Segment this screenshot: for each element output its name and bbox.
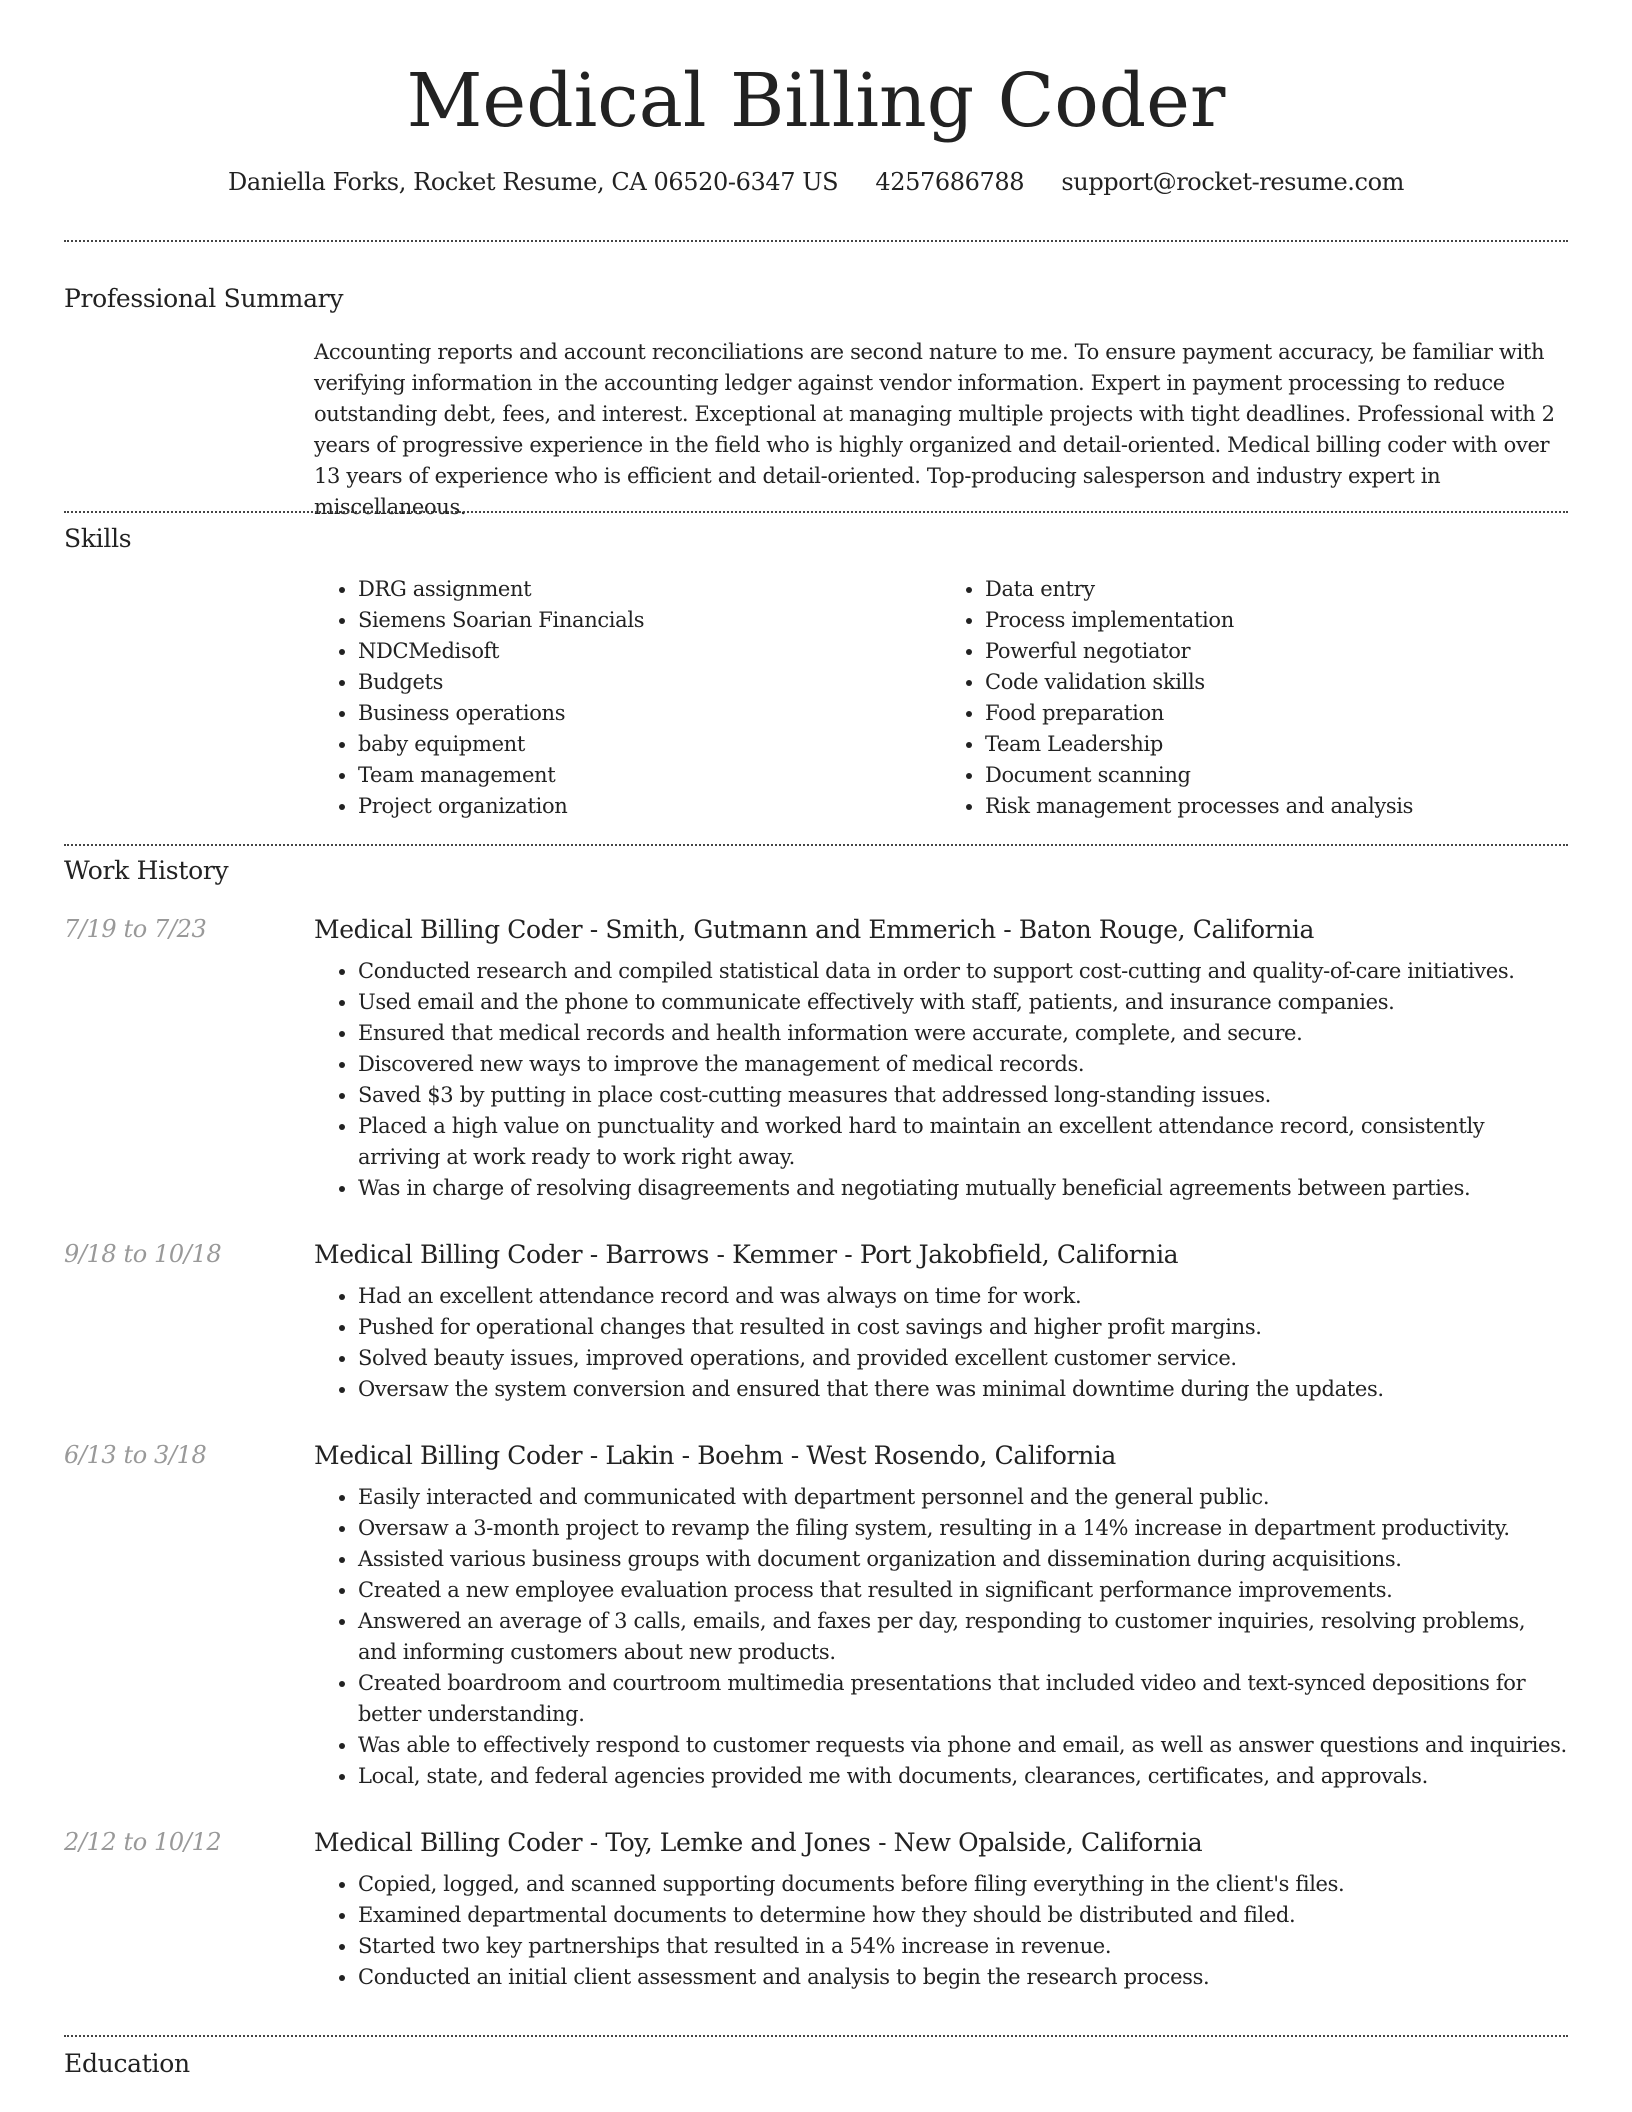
job-bullet: • Conducted research and compiled statistical data in order to support cost-cutting and quality-of-care initiatives. <box>358 956 1568 987</box>
contact-email: support@rocket-resume.com <box>1061 168 1404 196</box>
skills-list-right <box>941 574 1568 822</box>
skill-item: • DRG assignment <box>358 574 941 605</box>
skill-item: • Business operations <box>358 698 941 729</box>
job-dates: 7/19 to 7/23 <box>64 915 207 943</box>
job-bullet: • Had an excellent attendance record and was always on time for work. <box>358 1281 1568 1312</box>
job-title: Medical Billing Coder - Smith, Gutmann and Emmerich - Baton Rouge, California <box>314 915 1315 944</box>
job-title: Medical Billing Coder - Toy, Lemke and Jones - New Opalside, California <box>314 1828 1203 1857</box>
education-section <box>64 2049 1568 2078</box>
summary-text: Accounting reports and account reconciliations are second nature to me. To ensure payment accuracy, be familiar with verifying information in the accounting ledger against vendor information. Expert in payment processing to reduce outstanding debt, fees, and interest. Exceptional at managing multiple projects with tight deadlines. Professional with 2 years of progressive experience in the field who is highly organized and detail-oriented. Medical billing coder with over 13 years of experience who is efficient and detail-oriented. Top-producing salesperson and industry expert in miscellaneous. <box>314 340 1555 519</box>
job-entry <box>64 1828 1568 1993</box>
job-entry <box>64 915 1568 1204</box>
job-bullet: • Assisted various business groups with document organization and dissemination during acquisitions. <box>358 1544 1568 1575</box>
skill-item: • baby equipment <box>358 729 941 760</box>
job-bullet: • Ensured that medical records and health information were accurate, complete, and secure. <box>358 1018 1568 1049</box>
skill-item: • Powerful negotiator <box>985 636 1568 667</box>
job-bullet: • Saved $3 by putting in place cost-cutting measures that addressed long-standing issues. <box>358 1080 1568 1111</box>
work-history-section <box>64 856 1568 1993</box>
skills-heading: Skills <box>64 524 132 553</box>
job-bullet: • Used email and the phone to communicate effectively with staff, patients, and insurance companies. <box>358 987 1568 1018</box>
skill-item: • Code validation skills <box>985 667 1568 698</box>
job-bullet: • Started two key partnerships that resulted in a 54% increase in revenue. <box>358 1931 1568 1962</box>
divider <box>64 2035 1568 2037</box>
divider <box>64 511 1568 513</box>
skill-item: • NDCMedisoft <box>358 636 941 667</box>
skill-item: • Project organization <box>358 791 941 822</box>
job-bullet: • Oversaw the system conversion and ensured that there was minimal downtime during the updates. <box>358 1374 1568 1405</box>
job-bullet: • Conducted an initial client assessment and analysis to begin the research process. <box>358 1962 1568 1993</box>
skills-columns <box>314 574 1568 822</box>
divider <box>64 844 1568 846</box>
job-bullet: • Examined departmental documents to determine how they should be distributed and filed. <box>358 1900 1568 1931</box>
skill-item: • Team management <box>358 760 941 791</box>
job-bullet: • Was able to effectively respond to customer requests via phone and email, as well as answer questions and inquiries. <box>358 1730 1568 1761</box>
job-bullets <box>314 956 1568 1204</box>
job-bullet: • Local, state, and federal agencies provided me with documents, clearances, certificates, and approvals. <box>358 1761 1568 1792</box>
job-dates: 9/18 to 10/18 <box>64 1240 222 1268</box>
job-title: Medical Billing Coder - Barrows - Kemmer - Port Jakobfield, California <box>314 1240 1179 1269</box>
job-entry <box>64 1441 1568 1792</box>
contact-line <box>64 168 1568 196</box>
contact-phone: 4257686788 <box>875 168 1025 196</box>
job-bullet: • Easily interacted and communicated with department personnel and the general public. <box>358 1482 1568 1513</box>
job-bullet: • Copied, logged, and scanned supporting documents before filing everything in the client's files. <box>358 1869 1568 1900</box>
skill-item: • Process implementation <box>985 605 1568 636</box>
job-bullets <box>314 1281 1568 1405</box>
job-dates: 6/13 to 3/18 <box>64 1441 207 1469</box>
skills-section <box>64 524 1568 822</box>
contact-address: Daniella Forks, Rocket Resume, CA 06520-6347 US <box>228 168 839 196</box>
job-title: Medical Billing Coder - Lakin - Boehm - West Rosendo, California <box>314 1441 1116 1470</box>
job-bullet: • Was in charge of resolving disagreements and negotiating mutually beneficial agreements between parties. <box>358 1173 1568 1204</box>
skill-item: • Food preparation <box>985 698 1568 729</box>
job-entry <box>64 1240 1568 1405</box>
skill-item: • Budgets <box>358 667 941 698</box>
summary-heading: Professional Summary <box>64 284 344 313</box>
resume-page <box>64 0 1568 2078</box>
summary-section <box>64 284 1568 523</box>
education-heading: Education <box>64 2049 190 2078</box>
resume-title: Medical Billing Coder <box>406 58 1226 144</box>
job-bullets <box>314 1869 1568 1993</box>
job-bullet: • Oversaw a 3-month project to revamp the filing system, resulting in a 14% increase in department productivity. <box>358 1513 1568 1544</box>
work-history-heading: Work History <box>64 856 229 885</box>
skill-item: • Siemens Soarian Financials <box>358 605 941 636</box>
job-bullet: • Pushed for operational changes that resulted in cost savings and higher profit margins. <box>358 1312 1568 1343</box>
skill-item: • Document scanning <box>985 760 1568 791</box>
skill-item: • Team Leadership <box>985 729 1568 760</box>
job-bullets <box>314 1482 1568 1792</box>
divider <box>64 240 1568 242</box>
job-bullet: • Answered an average of 3 calls, emails, and faxes per day, responding to customer inquiries, resolving problems, and informing customers about new products. <box>358 1606 1568 1668</box>
job-bullet: • Discovered new ways to improve the management of medical records. <box>358 1049 1568 1080</box>
job-bullet: • Solved beauty issues, improved operations, and provided excellent customer service. <box>358 1343 1568 1374</box>
skill-item: • Risk management processes and analysis <box>985 791 1568 822</box>
job-bullet: • Created a new employee evaluation process that resulted in significant performance improvements. <box>358 1575 1568 1606</box>
job-bullet: • Created boardroom and courtroom multimedia presentations that included video and text-synced depositions for better understanding. <box>358 1668 1568 1730</box>
job-dates: 2/12 to 10/12 <box>64 1828 222 1856</box>
skills-list-left <box>314 574 941 822</box>
skill-item: • Data entry <box>985 574 1568 605</box>
job-bullet: • Placed a high value on punctuality and worked hard to maintain an excellent attendance record, consistently arriving at work ready to work right away. <box>358 1111 1568 1173</box>
